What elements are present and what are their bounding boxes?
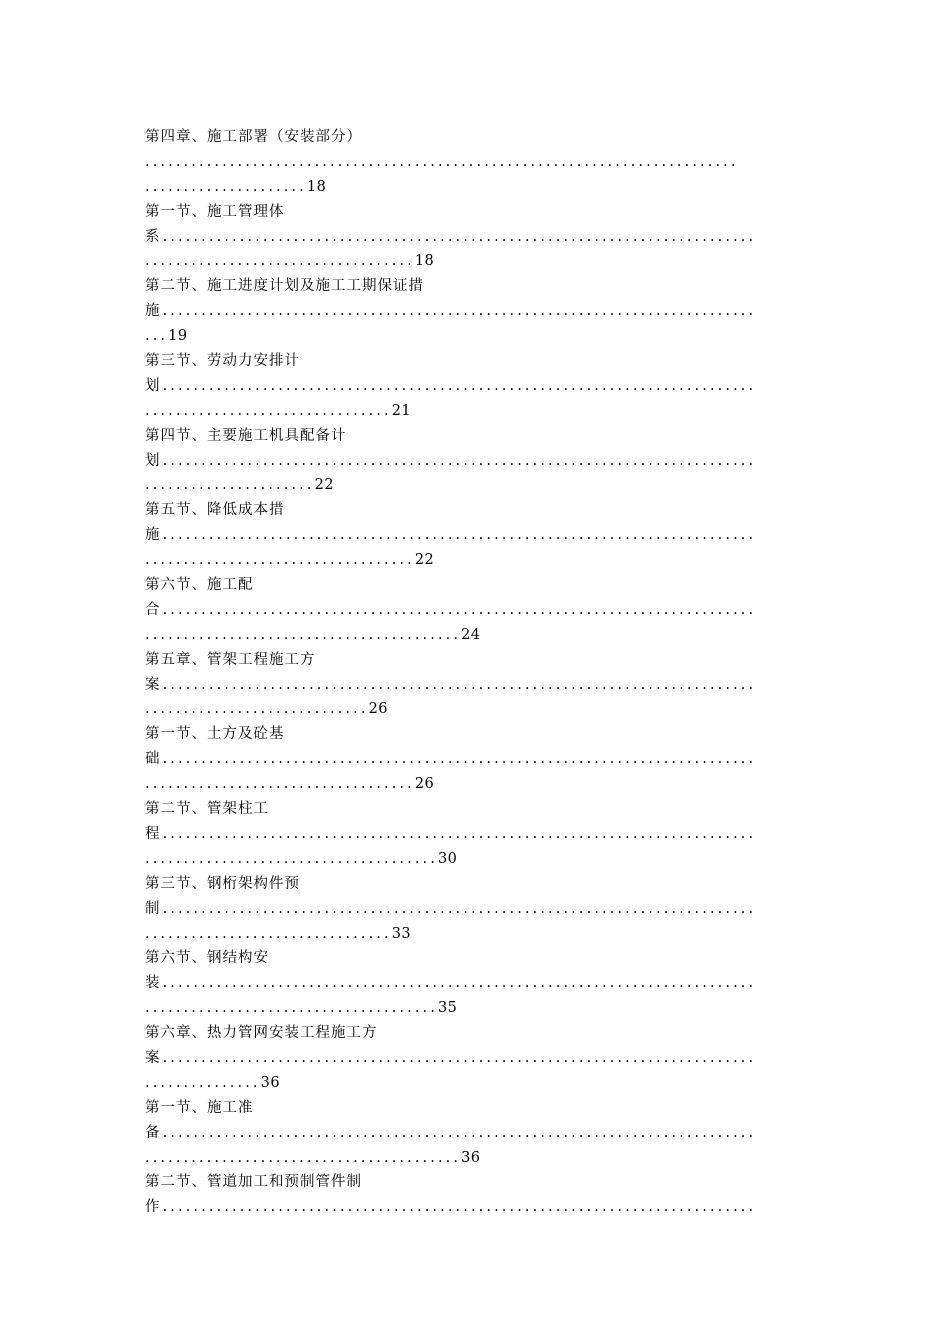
toc-page-number: 36 (461, 1149, 481, 1166)
toc-entry[interactable] (145, 349, 805, 424)
toc-entry[interactable] (145, 722, 805, 797)
toc-leader-line (145, 548, 805, 573)
toc-leader-dots: 制............................................................................. (145, 900, 757, 917)
toc-entry-title: 第一节、土方及砼基 (145, 726, 285, 743)
toc-page-number: 36 (260, 1074, 281, 1091)
toc-leader-dots: ... (145, 328, 169, 345)
toc-leader-dots: 装............................................................................. (145, 975, 757, 992)
toc-leader-line (145, 473, 805, 498)
toc-leader-line (145, 847, 805, 872)
toc-entry[interactable] (145, 648, 805, 723)
toc-page (145, 125, 805, 1220)
toc-leader-dots: ......................................... (145, 1149, 462, 1166)
toc-entry-title: 第一节、施工管理体 (145, 203, 285, 220)
toc-entry-title: 第六节、施工配 (145, 577, 254, 594)
toc-leader-dots: 程............................................................................. (145, 825, 757, 842)
toc-entry-title: 第四节、主要施工机具配备计 (145, 427, 347, 444)
toc-leader-line (145, 996, 805, 1021)
toc-leader-dots: ...................................... (145, 850, 438, 867)
toc-page-number: 26 (368, 701, 389, 718)
toc-entry-title: 第六章、热力管网安装工程施工方 (145, 1025, 378, 1042)
toc-leader-dots: 划............................................................................. (145, 452, 757, 469)
toc-page-number: 21 (391, 402, 412, 419)
toc-leader-line (145, 249, 805, 274)
toc-page-number: 18 (414, 253, 435, 270)
toc-leader-dots: ................................ (145, 402, 392, 419)
toc-entry-title: 第一节、施工准 (145, 1099, 254, 1116)
toc-entry-title: 第四章、施工部署（安装部分） (145, 129, 362, 145)
toc-entry-title: 第六节、钢结构安 (145, 950, 269, 967)
toc-page-number: 33 (391, 925, 412, 942)
toc-leader-dots: ................................... (145, 552, 415, 569)
toc-leader-dots: ................................... (145, 253, 415, 270)
toc-page-number: 35 (437, 1000, 458, 1017)
toc-entry[interactable] (145, 872, 805, 947)
toc-page-number: 26 (414, 776, 435, 793)
toc-leader-dots: 础............................................................................. (145, 751, 757, 768)
toc-leader-line (145, 175, 805, 200)
toc-entry[interactable] (145, 1170, 805, 1220)
toc-leader-dots: ...................... (145, 477, 315, 494)
toc-entry[interactable] (145, 573, 805, 648)
toc-entry-title: 第五章、管架工程施工方 (145, 651, 316, 668)
toc-entry-title: 第三节、劳动力安排计 (145, 353, 300, 370)
toc-leader-line (145, 399, 805, 424)
toc-entry[interactable] (145, 498, 805, 573)
toc-leader-dots: 施............................................................................. (145, 527, 757, 544)
toc-leader-dots: 划............................................................................. (145, 377, 757, 394)
toc-entry-title: 第三节、钢桁架构件预 (145, 875, 300, 892)
toc-page-number: 24 (461, 626, 481, 643)
toc-leader-line (145, 1071, 805, 1096)
toc-leader-dots: 合............................................................................. (145, 601, 757, 618)
toc-entry[interactable] (145, 1096, 805, 1171)
toc-leader-line (145, 772, 805, 797)
toc-page-number: 18 (306, 178, 327, 195)
toc-leader-dots: ............................................................................. (145, 153, 739, 170)
toc-leader-line (145, 697, 805, 722)
toc-leader-dots: 作............................................................................. (145, 1199, 757, 1216)
toc-leader-dots: 系............................................................................. (145, 228, 757, 245)
toc-entry[interactable] (145, 946, 805, 1021)
toc-page-number: 30 (437, 850, 458, 867)
toc-leader-dots: 案............................................................................. (145, 1049, 757, 1066)
toc-leader-dots: ...................................... (145, 1000, 438, 1017)
toc-leader-dots: ................................... (145, 776, 415, 793)
toc-leader-dots: ............................. (145, 701, 369, 718)
toc-entry[interactable] (145, 1021, 805, 1096)
toc-leader-line (145, 1146, 805, 1171)
toc-leader-line (145, 623, 805, 648)
toc-page-number: 22 (314, 477, 335, 494)
toc-entry[interactable] (145, 125, 805, 200)
toc-page-number: 22 (414, 552, 435, 569)
toc-entry-title: 第二节、施工进度计划及施工工期保证措 (145, 278, 424, 295)
toc-leader-line (145, 922, 805, 947)
toc-entry[interactable] (145, 200, 805, 275)
toc-page-number: 19 (168, 328, 188, 345)
toc-leader-dots: 施............................................................................. (145, 303, 757, 320)
toc-leader-dots: 备............................................................................. (145, 1124, 757, 1141)
toc-entry-title: 第二节、管道加工和预制管件制 (145, 1174, 362, 1191)
toc-entry[interactable] (145, 424, 805, 499)
toc-entry[interactable] (145, 797, 805, 872)
toc-entry-title: 第二节、管架柱工 (145, 801, 269, 818)
toc-leader-dots: ......................................... (145, 626, 462, 643)
toc-leader-dots: ............... (145, 1074, 261, 1091)
toc-leader-line (145, 324, 805, 349)
toc-entry-title: 第五节、降低成本措 (145, 502, 285, 519)
toc-leader-dots: 案............................................................................. (145, 676, 757, 693)
toc-leader-dots: ................................ (145, 925, 392, 942)
toc-entry[interactable] (145, 274, 805, 349)
toc-leader-dots: ..................... (145, 178, 307, 195)
